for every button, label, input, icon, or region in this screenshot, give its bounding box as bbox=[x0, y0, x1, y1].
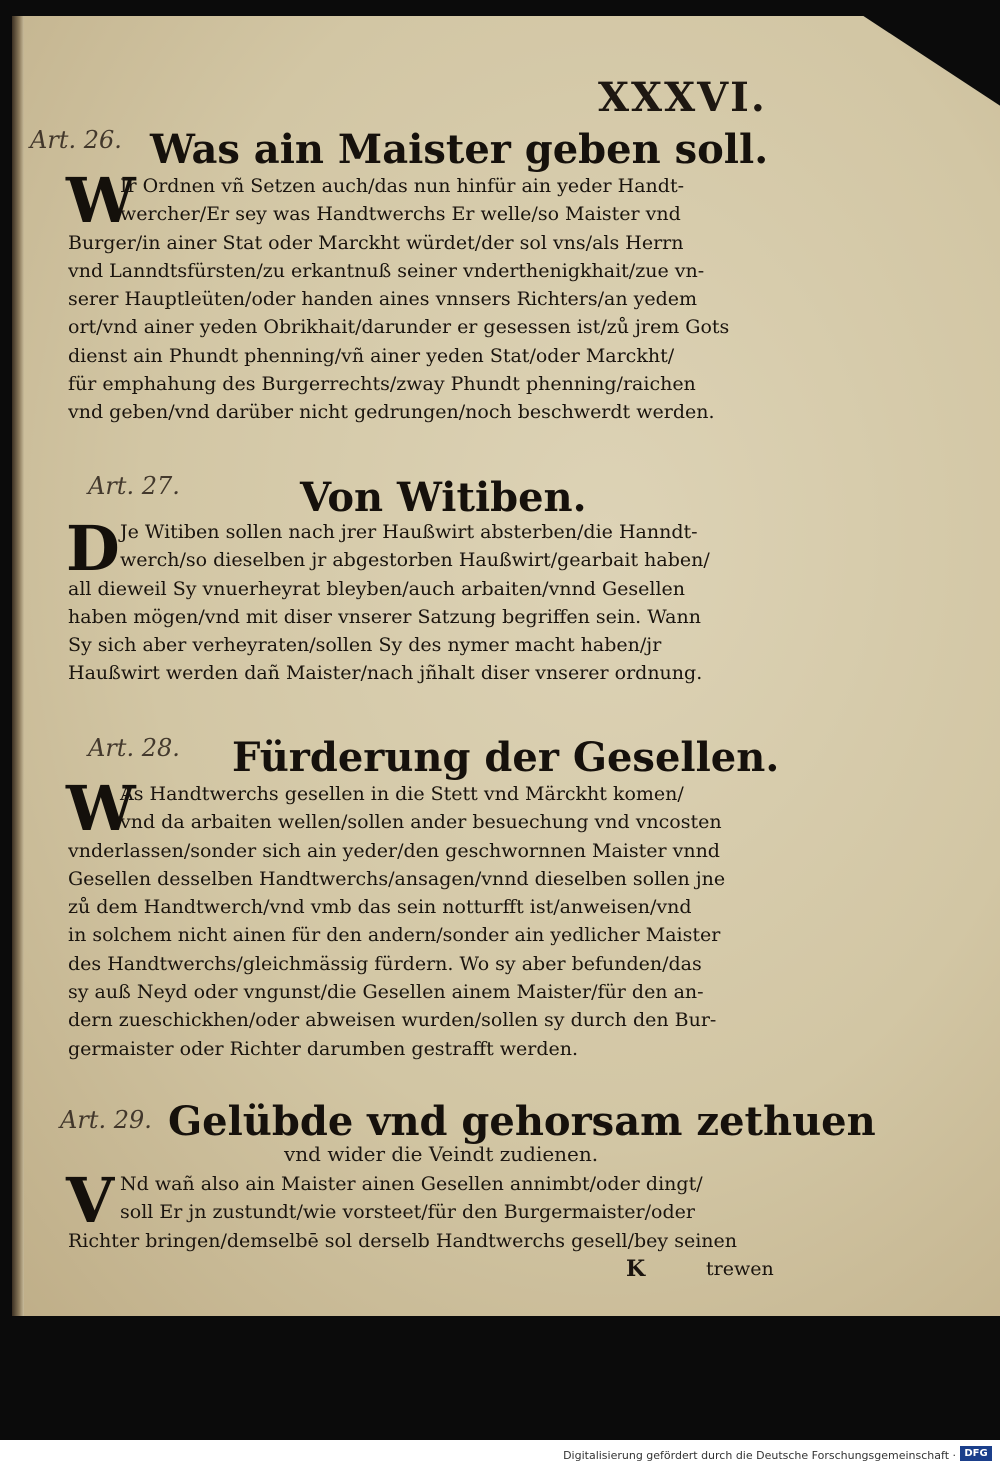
text-line: Haußwirt werden dañ Maister/nach jñhalt diser vnserer ordnung. bbox=[68, 662, 703, 685]
text-line: dern zueschickhen/oder abweisen wurden/sollen sy durch den Bur- bbox=[68, 1009, 717, 1032]
folio-number: XXXVI. bbox=[598, 74, 767, 121]
heading-art-26: Was ain Maister geben soll. bbox=[150, 126, 769, 173]
text-line: Richter bringen/demselbē sol derselb Handtwerchs gesell/bey seinen bbox=[68, 1229, 737, 1252]
text-line: vnd Lanndtsfürsten/zu erkantnuß seiner vnderthenigkhait/zue vn- bbox=[68, 259, 705, 282]
text-line: serer Hauptleüten/oder handen aines vnnsers Richters/an yedem bbox=[68, 288, 698, 311]
text-line: dienst ain Phundt phenning/vñ ainer yeden Stat/oder Marckht/ bbox=[68, 344, 675, 367]
text-line: soll Er jn zustundt/wie vorsteet/für den Burgermaister/oder bbox=[120, 1201, 695, 1224]
text-line: zů dem Handtwerch/vnd vmb das sein notturfft ist/anweisen/vnd bbox=[68, 896, 692, 919]
text-line: Gesellen desselben Handtwerchs/ansagen/vnnd dieselben sollen jne bbox=[68, 867, 726, 890]
text-line: Ir Ordnen vñ Setzen auch/das nun hinfür ain yeder Handt- bbox=[120, 175, 684, 197]
subheading-art-29: vnd wider die Veindt zudienen. bbox=[284, 1142, 599, 1166]
funding-credit: Digitalisierung gefördert durch die Deutsche Forschungsgemeinschaft · bbox=[563, 1449, 956, 1462]
catchword: trewen bbox=[706, 1258, 774, 1280]
text-line: Burger/in ainer Stat oder Marckht würdet/der sol vns/als Herrn bbox=[68, 231, 684, 254]
footer-bar bbox=[0, 1440, 1000, 1469]
text-line: vnd geben/vnd darüber nicht gedrungen/noch beschwerdt werden. bbox=[68, 401, 715, 424]
initial-art-28: W bbox=[66, 772, 136, 845]
text-line: haben mögen/vnd mit diser vnserer Satzung begriffen sein. Wann bbox=[68, 605, 701, 628]
text-line: all dieweil Sy vnuerheyrat bleyben/auch arbaiten/vnnd Gesellen bbox=[68, 577, 686, 600]
initial-art-29: V bbox=[66, 1164, 115, 1237]
paragraph-art-26 bbox=[66, 164, 788, 427]
paragraph-art-27 bbox=[66, 512, 788, 688]
margin-note-art-29: Art. 29. bbox=[60, 1106, 152, 1134]
text-line: germaister oder Richter darumben gestrafft werden. bbox=[68, 1037, 579, 1060]
margin-note-art-26: Art. 26. bbox=[30, 126, 122, 154]
text-line: sy auß Neyd oder vngunst/die Gesellen ainem Maister/für den an- bbox=[68, 981, 704, 1004]
heading-art-29: Gelübde vnd gehorsam zethuen bbox=[168, 1098, 876, 1145]
text-line: werch/so dieselben jr abgestorben Haußwirt/gearbait haben/ bbox=[120, 549, 710, 572]
text-line: vnderlassen/sonder sich ain yeder/den geschwornnen Maister vnnd bbox=[68, 839, 720, 862]
margin-note-art-28: Art. 28. bbox=[88, 734, 180, 762]
text-line: ort/vnd ainer yeden Obrikhait/darunder er gesessen ist/zů jrem Gots bbox=[68, 316, 730, 339]
text-line: Nd wañ also ain Maister ainen Gesellen annimbt/oder dingt/ bbox=[120, 1173, 703, 1195]
text-line: in solchem nicht ainen für den andern/sonder ain yedlicher Maister bbox=[68, 924, 721, 947]
text-line: As Handtwerchs gesellen in die Stett vnd Märckht komen/ bbox=[120, 783, 684, 805]
text-line: wercher/Er sey was Handtwerchs Er welle/so Maister vnd bbox=[120, 203, 681, 226]
heading-art-28: Fürderung der Gesellen. bbox=[232, 734, 780, 781]
signature-mark: K bbox=[626, 1256, 646, 1282]
margin-note-art-27: Art. 27. bbox=[88, 472, 180, 500]
text-line: Sy sich aber verheyraten/sollen Sy des nymer macht haben/jr bbox=[68, 634, 662, 657]
paragraph-art-29 bbox=[66, 1164, 788, 1255]
heading-art-27: Von Witiben. bbox=[300, 474, 587, 521]
text-line: vnd da arbaiten wellen/sollen ander besuechung vnd vncosten bbox=[120, 811, 722, 834]
text-line: für emphahung des Burgerrechts/zway Phundt phenning/raichen bbox=[68, 373, 696, 396]
initial-art-27: D bbox=[66, 512, 120, 585]
dfg-logo: DFG bbox=[960, 1446, 992, 1461]
paragraph-art-28 bbox=[66, 772, 788, 1063]
text-line: des Handtwerchs/gleichmässig fürdern. Wo sy aber befunden/das bbox=[68, 952, 702, 975]
initial-art-26: W bbox=[66, 164, 136, 237]
page-binding-edge bbox=[12, 16, 24, 1316]
text-line: Je Witiben sollen nach jrer Haußwirt absterben/die Hanndt- bbox=[120, 521, 698, 543]
